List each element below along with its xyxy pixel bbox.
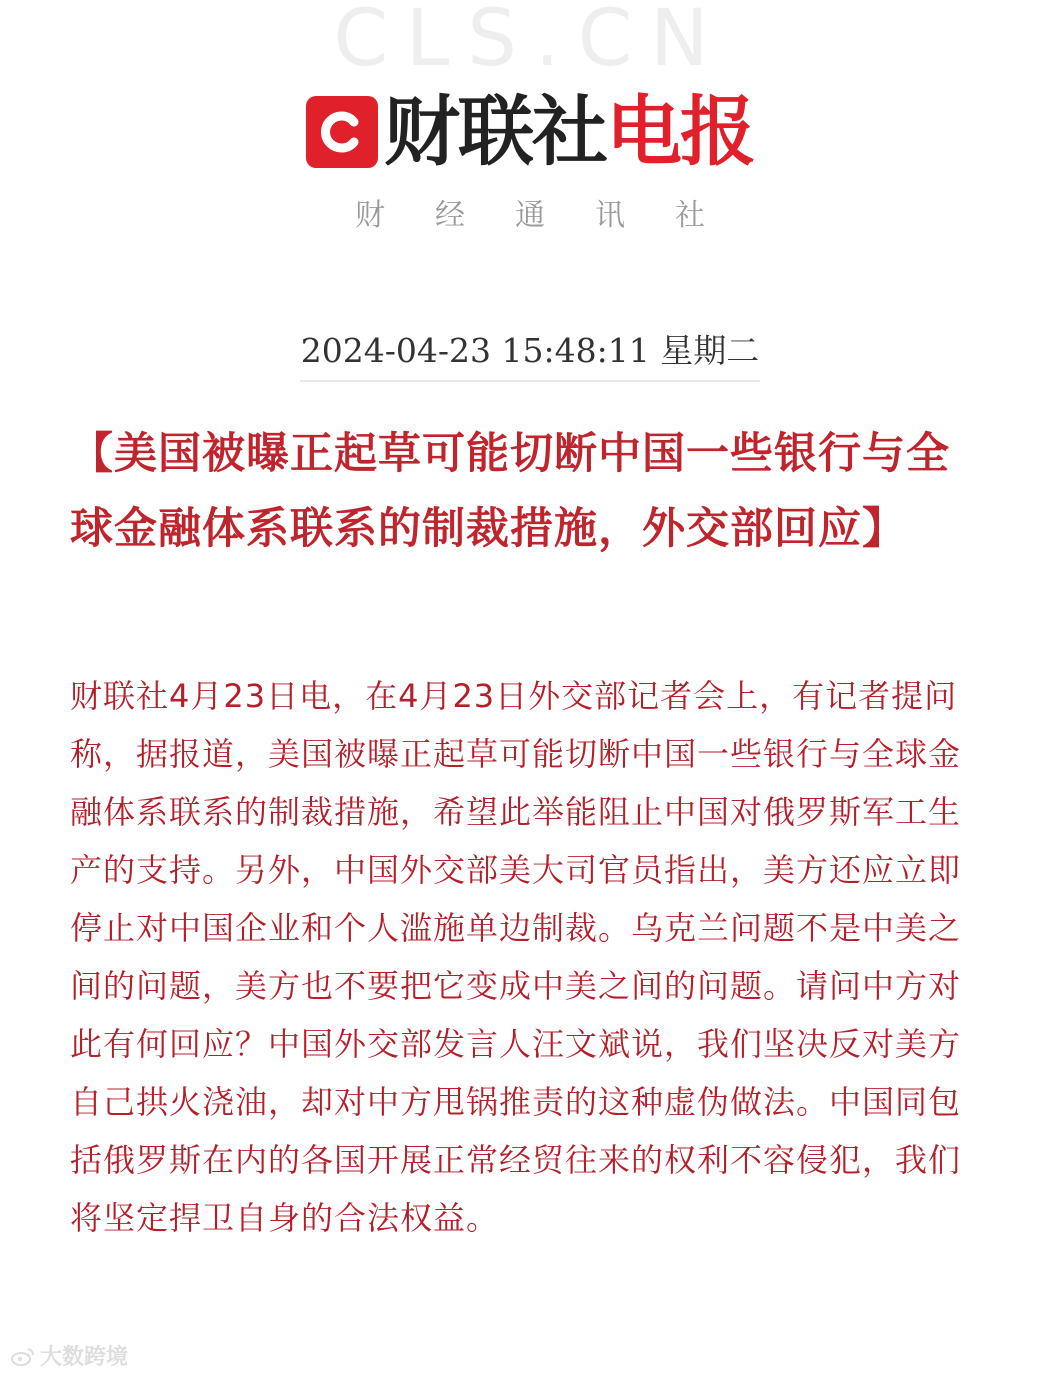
logo-telegraph: 电报 xyxy=(606,87,754,176)
logo-name: 财联社 xyxy=(384,87,606,176)
logo-wordmark xyxy=(384,87,754,176)
divider xyxy=(300,380,760,382)
cls-c-logo-icon xyxy=(306,96,378,168)
article-datetime: 2024-04-23 15:48:11 星期二 xyxy=(300,331,760,370)
weibo-icon xyxy=(10,1345,36,1367)
source-watermark-label: 大数跨境 xyxy=(40,1345,129,1370)
logo-subtitle: 财经通讯社 xyxy=(355,198,755,233)
source-watermark xyxy=(10,1340,128,1371)
article-headline: 【美国被曝正起草可能切断中国一些银行与全球金融体系联系的制裁措施，外交部回应】 xyxy=(70,429,950,554)
article-body: 财联社4月23日电，在4月23日外交部记者会上，有记者提问称，据报道，美国被曝正起草可能切断中国一些银行与全球金融体系联系的制裁措施，希望此举能阻止中国对俄罗斯军工生产的支持。另外，中国外交部美大司官员指出，美方还应立即停止对中国企业和个人滥施单边制裁。乌克兰问题不是中美之间的问题，美方也不要把它变成中美之间的问题。请问中方对此有何回应？中国外交部发言人汪文斌说，我们坚决反对美方自己拱火浇油，却对中方甩锅推责的这种虚伪做法。中国同包括俄罗斯在内的各国开展正常经贸往来的权利不容侵犯，我们将坚定捍卫自身的合法权益。 xyxy=(70,677,962,1237)
cls-watermark: CLS.CN xyxy=(333,0,727,84)
cls-logo xyxy=(0,87,1060,176)
